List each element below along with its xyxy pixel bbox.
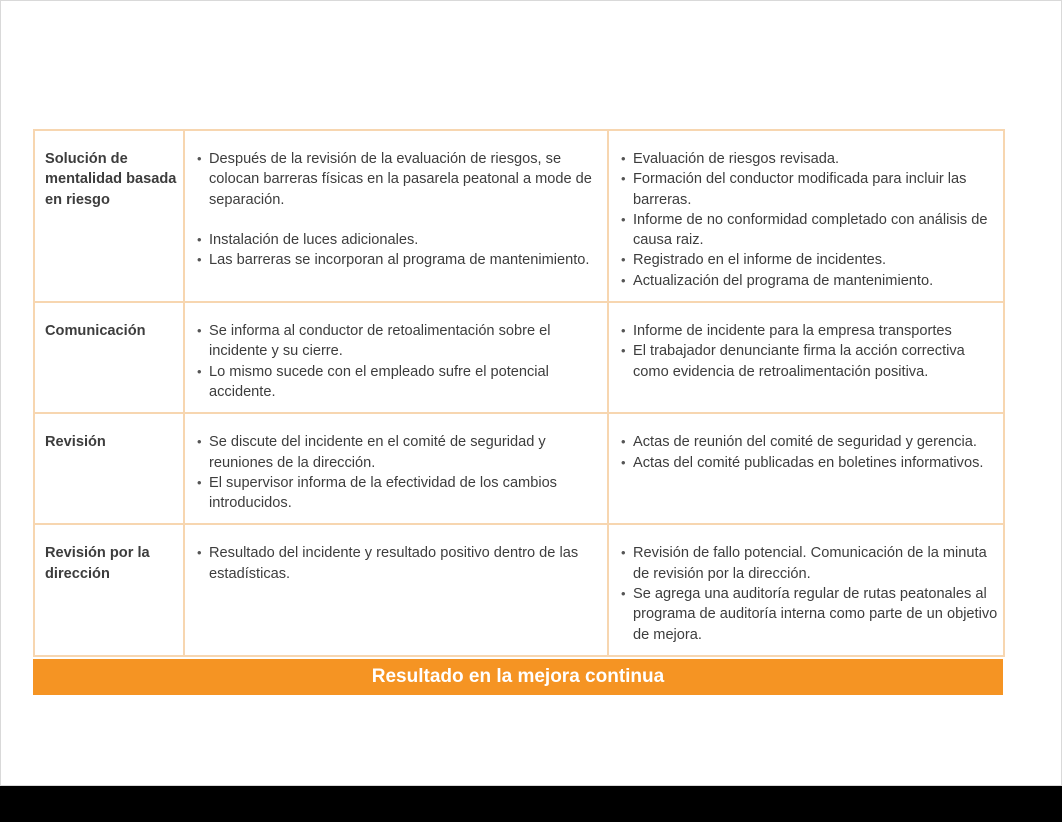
- actions-cell: [184, 302, 608, 413]
- table-row: [34, 413, 1004, 524]
- actions-list: [195, 432, 597, 513]
- list-item: • Registrado en el informe de incidentes.: [619, 250, 999, 270]
- evidence-list: [619, 543, 999, 644]
- actions-cell: [184, 130, 608, 302]
- list-item: • El trabajador denunciante firma la acción correctiva como evidencia de retroalimentación positiva.: [619, 341, 999, 382]
- list-item: • Las barreras se incorporan al programa de mantenimiento.: [195, 250, 597, 270]
- evidence-cell: [608, 524, 1004, 655]
- table-row: [34, 524, 1004, 655]
- list-item: • Revisión de fallo potencial. Comunicación de la minuta de revisión por la dirección.: [619, 543, 999, 584]
- table-row: [34, 130, 1004, 302]
- row-category: Revisión: [34, 413, 184, 524]
- actions-list: [195, 543, 597, 584]
- table-row: [34, 302, 1004, 413]
- list-item: • Informe de incidente para la empresa transportes: [619, 321, 999, 341]
- bottom-black-bar: [0, 786, 1062, 822]
- process-table-container: [33, 129, 1003, 695]
- evidence-cell: [608, 302, 1004, 413]
- actions-cell: [184, 524, 608, 655]
- list-item: • Informe de no conformidad completado con análisis de causa raiz.: [619, 210, 999, 251]
- evidence-list: [619, 321, 999, 382]
- list-item: • Se discute del incidente en el comité de seguridad y reuniones de la dirección.: [195, 432, 597, 473]
- list-item: • Resultado del incidente y resultado positivo dentro de las estadísticas.: [195, 543, 597, 584]
- list-item: • Actas del comité publicadas en boletines informativos.: [619, 453, 999, 473]
- list-item: • Lo mismo sucede con el empleado sufre el potencial accidente.: [195, 362, 597, 403]
- evidence-list: [619, 432, 999, 473]
- actions-cell: [184, 413, 608, 524]
- row-category: Comunicación: [34, 302, 184, 413]
- process-table: [33, 129, 1005, 657]
- list-item: • Evaluación de riesgos revisada.: [619, 149, 999, 169]
- list-item: • Se informa al conductor de retoalimentación sobre el incidente y su cierre.: [195, 321, 597, 362]
- list-item: • Después de la revisión de la evaluación de riesgos, se colocan barreras físicas en la pasarela peatonal a mode de separación.: [195, 149, 597, 210]
- list-item: • El supervisor informa de la efectividad de los cambios introducidos.: [195, 473, 597, 514]
- continuous-improvement-banner: Resultado en la mejora continua: [33, 659, 1003, 695]
- row-category: Revisión por la dirección: [34, 524, 184, 655]
- actions-list: [195, 149, 597, 270]
- evidence-cell: [608, 130, 1004, 302]
- list-item: • Actas de reunión del comité de seguridad y gerencia.: [619, 432, 999, 452]
- list-item: • Se agrega una auditoría regular de rutas peatonales al programa de auditoría interna como parte de un objetivo de mejora.: [619, 584, 999, 645]
- evidence-list: [619, 149, 999, 291]
- actions-list: [195, 321, 597, 402]
- list-item: • Actualización del programa de mantenimiento.: [619, 271, 999, 291]
- evidence-cell: [608, 413, 1004, 524]
- row-category: Solución de mentalidad basada en riesgo: [34, 130, 184, 302]
- list-item: • Formación del conductor modificada para incluir las barreras.: [619, 169, 999, 210]
- list-item: • Instalación de luces adicionales.: [195, 230, 597, 250]
